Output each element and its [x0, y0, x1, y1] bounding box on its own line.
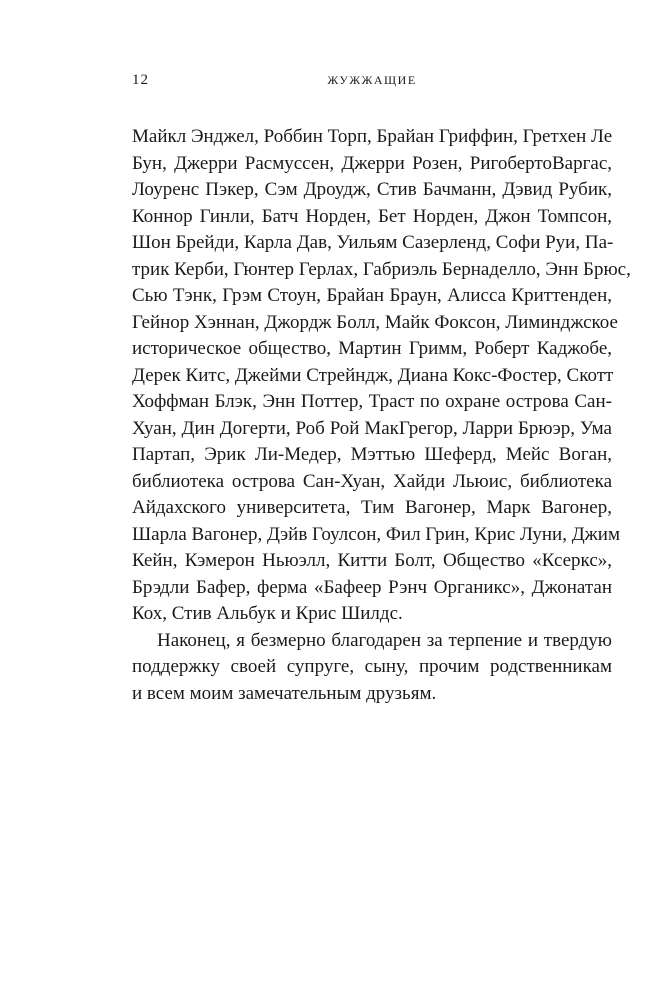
text-line: Лоуренс Пэкер, Сэм Дроудж, Стив Бачманн, Дэвид Рубик,: [132, 179, 612, 200]
running-head: [132, 72, 612, 92]
text-line: Хоффман Блэк, Энн Поттер, Траст по охране острова Сан-: [132, 391, 612, 412]
text-line: Сью Тэнк, Грэм Стоун, Брайан Браун, Алисса Криттенден,: [132, 285, 612, 306]
closing-paragraph: [132, 628, 612, 708]
text-line: и всем моим замечательным друзьям.: [132, 682, 437, 704]
acknowledgements-paragraph: [132, 124, 631, 628]
text-line: Дерек Китс, Джейми Стрейндж, Диана Кокс-Фостер, Скотт: [132, 364, 614, 386]
text-line: Шарла Вагонер, Дэйв Гоулсон, Фил Грин, Крис Луни, Джим: [132, 523, 620, 545]
text-line: Коннор Гинли, Батч Норден, Бет Норден, Джон Томпсон,: [132, 205, 612, 227]
text-line: Кох, Стив Альбук и Крис Шилдс.: [132, 603, 403, 624]
text-line: Хуан, Дин Догерти, Роб Рой МакГрегор, Ларри Брюэр, Ума: [132, 417, 612, 439]
text-line: Майкл Энджел, Роббин Торп, Брайан Гриффин, Гретхен Ле: [132, 126, 613, 147]
text-line: Бун, Джерри Расмуссен, Джерри Розен, РигобертоВаргас,: [132, 152, 612, 174]
running-title: ЖУЖЖАЩИЕ: [327, 73, 417, 87]
text-line: Кейн, Кэмерон Ньюэлл, Китти Болт, Общество «Ксеркс»,: [132, 550, 612, 571]
body-text: [132, 124, 631, 707]
text-line: поддержку своей супруге, сыну, прочим родственникам: [132, 656, 612, 677]
text-line: трик Керби, Гюнтер Герлах, Габриэль Бернаделло, Энн Брюс,: [132, 258, 631, 280]
text-line: Гейнор Хэннан, Джордж Болл, Майк Фоксон, Лиминджское: [132, 311, 618, 333]
page-number: 12: [132, 72, 149, 88]
text-line: библиотека острова Сан-Хуан, Хайди Льюис, библиотека: [132, 470, 612, 492]
text-line: Наконец, я безмерно благодарен за терпение и твердую: [157, 629, 612, 651]
text-line: Партап, Эрик Ли-Медер, Мэттью Шеферд, Мейс Воган,: [132, 444, 612, 465]
text-line: историческое общество, Мартин Гримм, Роберт Каджобе,: [132, 338, 612, 359]
text-line: Шон Брейди, Карла Дав, Уильям Сазерленд, Софи Руи, Па-: [132, 232, 614, 253]
text-line: Брэдли Бафер, ферма «Бафеер Рэнч Органикс», Джонатан: [132, 576, 612, 598]
text-line: Айдахского университета, Тим Вагонер, Марк Вагонер,: [132, 497, 612, 518]
